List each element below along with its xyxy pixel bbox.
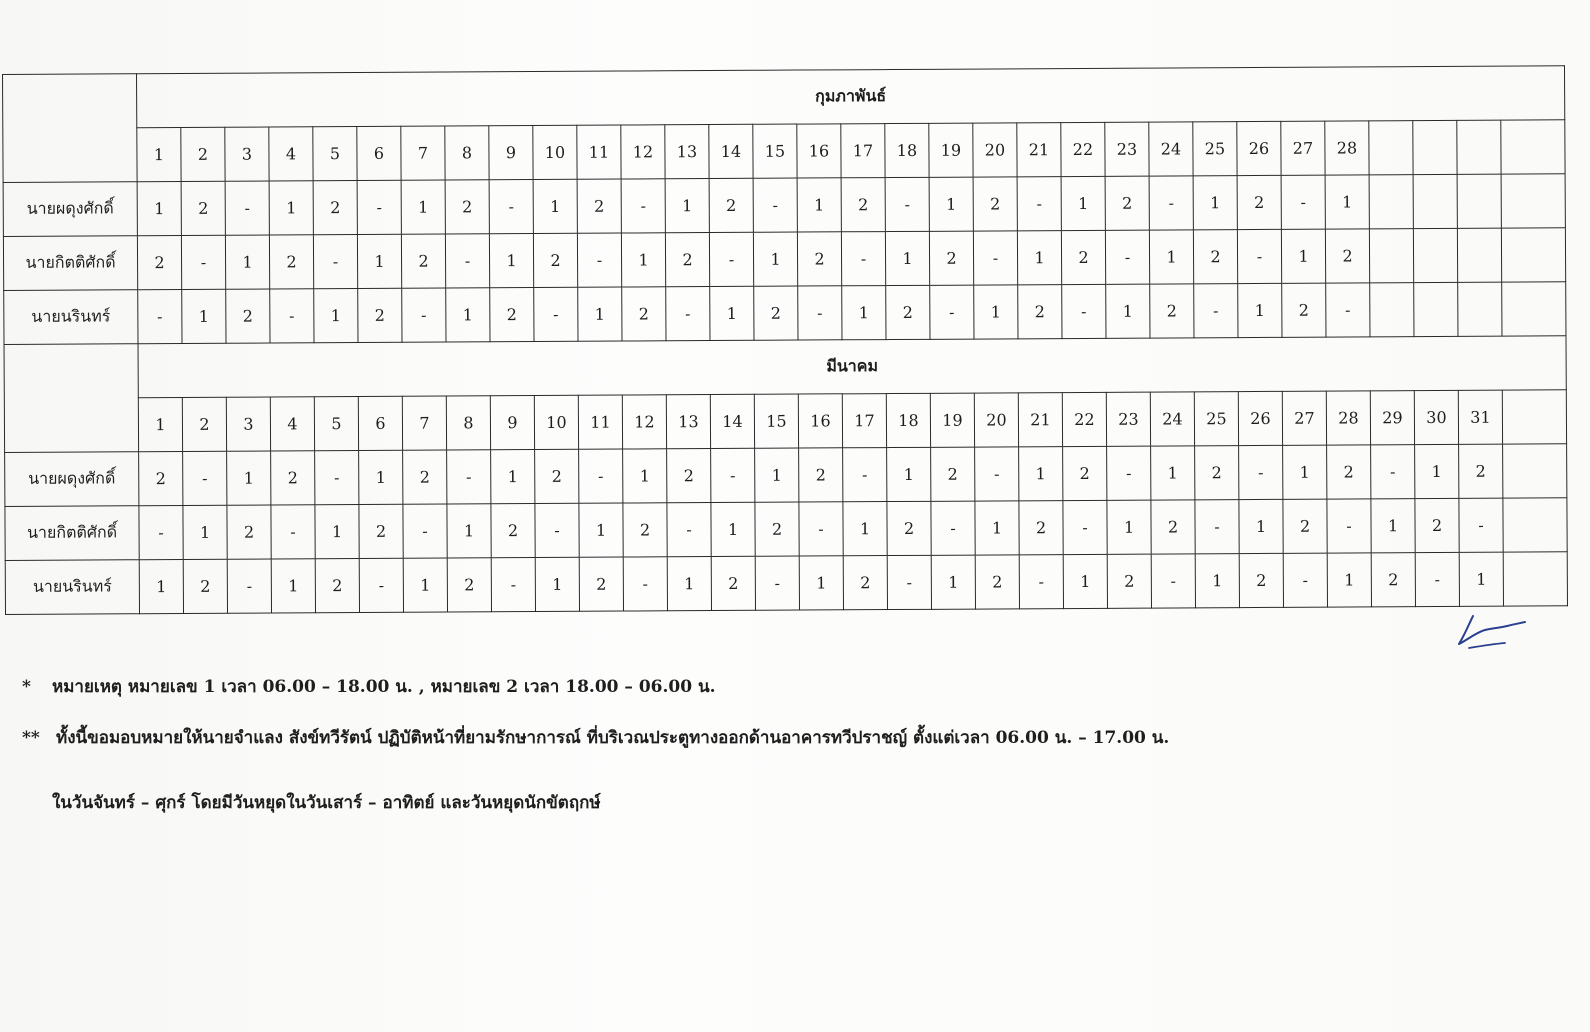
march-shift-cell: 2: [447, 558, 491, 612]
february-shift-cell: -: [225, 181, 269, 235]
march-day-2: 2: [182, 397, 226, 451]
march-shift-cell: 2: [887, 501, 931, 555]
shift-schedule-table: [2, 65, 1568, 615]
february-day-11: 11: [577, 125, 621, 179]
february-shift-cell: 1: [929, 177, 973, 231]
february-shift-cell: 2: [1061, 230, 1105, 284]
february-shift-cell: 2: [665, 233, 709, 287]
march-shift-cell: 1: [271, 559, 315, 613]
february-day-23: 23: [1105, 122, 1149, 176]
february-shift-cell: 2: [313, 181, 357, 235]
march-shift-cell: 1: [711, 502, 755, 556]
february-shift-cell: 1: [533, 179, 577, 233]
march-shift-cell: 2: [1415, 498, 1459, 552]
table-row: [4, 282, 1566, 345]
march-day-13: 13: [666, 395, 710, 449]
february-shift-cell: 1: [1106, 284, 1150, 338]
march-shift-cell: 2: [359, 504, 403, 558]
march-shift-cell: 2: [403, 450, 447, 504]
february-shift-cell: 2: [797, 232, 841, 286]
february-shift-cell: 2: [754, 286, 798, 340]
february-day-28: 28: [1325, 121, 1369, 175]
march-day-extra: [1502, 390, 1566, 444]
march-shift-cell: 1: [1283, 445, 1327, 499]
february-shift-cell: 2: [973, 177, 1017, 231]
february-shift-cell: 2: [709, 178, 753, 232]
march-shift-cell: -: [931, 501, 975, 555]
march-day-22: 22: [1062, 392, 1106, 446]
march-shift-cell: -: [359, 558, 403, 612]
march-shift-cell: 1: [1151, 446, 1195, 500]
february-day-31: [1457, 120, 1501, 174]
march-shift-cell: -: [1063, 500, 1107, 554]
march-shift-cell: 1: [843, 502, 887, 556]
february-shift-cell: 2: [886, 285, 930, 339]
february-shift-cell: -: [666, 287, 710, 341]
march-shift-cell: 1: [579, 503, 623, 557]
february-shift-cell: 1: [842, 286, 886, 340]
february-shift-cell: -: [930, 285, 974, 339]
march-shift-cell: 2: [227, 505, 271, 559]
february-shift-cell: 2: [622, 287, 666, 341]
february-shift-cell: -: [753, 178, 797, 232]
february-day-22: 22: [1061, 122, 1105, 176]
february-day-10: 10: [533, 125, 577, 179]
march-shift-cell: -: [183, 451, 227, 505]
march-shift-cell: 2: [931, 447, 975, 501]
march-shift-cell: 2: [491, 504, 535, 558]
march-day-25: 25: [1194, 392, 1238, 446]
february-person-name: นายผดุงศักดิ์: [3, 182, 137, 237]
february-day-17: 17: [841, 124, 885, 178]
february-shift-cell: 1: [665, 179, 709, 233]
february-day-26: 26: [1237, 121, 1281, 175]
note-asterisk: *: [22, 677, 31, 697]
february-shift-cell: -: [621, 179, 665, 233]
february-day-1: 1: [137, 128, 181, 182]
march-day-11: 11: [578, 395, 622, 449]
february-shift-cell: 1: [401, 180, 445, 234]
february-shift-cell: -: [1105, 230, 1149, 284]
february-shift-cell: 1: [974, 285, 1018, 339]
february-shift-extra: [1502, 282, 1566, 336]
march-day-4: 4: [270, 397, 314, 451]
february-day-5: 5: [313, 127, 357, 181]
february-shift-cell: 1: [314, 289, 358, 343]
march-shift-cell: -: [1019, 555, 1063, 609]
february-shift-cell: -: [313, 235, 357, 289]
march-shift-cell: 1: [623, 449, 667, 503]
note-assignment-text: ทั้งนี้ขอมอบหมายให้นายจำแลง สังข์ทวีรัตน์ ปฏิบัติหน้าที่ยามรักษาการณ์ ที่บริเวณประตูทางออกด้านอาคารทวีปราชญ์ ตั้งแต่เวลา 06.00 น. – 17.00 น.: [56, 728, 1170, 748]
february-shift-cell: [1413, 228, 1457, 282]
march-shift-cell: -: [1415, 552, 1459, 606]
march-shift-cell: -: [1371, 445, 1415, 499]
march-shift-cell: -: [887, 555, 931, 609]
march-shift-cell: -: [1107, 446, 1151, 500]
march-month-row: [4, 336, 1566, 399]
february-shift-cell: 2: [577, 179, 621, 233]
february-shift-cell: -: [973, 231, 1017, 285]
march-shift-cell: 2: [843, 556, 887, 610]
march-day-16: 16: [798, 394, 842, 448]
february-day-13: 13: [665, 125, 709, 179]
february-shift-cell: -: [1017, 177, 1061, 231]
march-shift-cell: -: [1151, 554, 1195, 608]
february-shift-cell: [1369, 175, 1413, 229]
march-shift-cell: -: [1239, 445, 1283, 499]
table-row: [5, 498, 1567, 561]
march-month-label: มีนาคม: [138, 336, 1566, 398]
february-shift-cell: [1369, 229, 1413, 283]
february-day-6: 6: [357, 126, 401, 180]
march-shift-cell: 2: [1107, 554, 1151, 608]
march-shift-cell: 1: [1107, 500, 1151, 554]
march-day-8: 8: [446, 396, 490, 450]
february-day-19: 19: [929, 123, 973, 177]
march-shift-cell: -: [975, 447, 1019, 501]
march-day-19: 19: [930, 393, 974, 447]
february-shift-cell: 1: [357, 234, 401, 288]
february-shift-cell: 1: [1017, 231, 1061, 285]
february-day-9: 9: [489, 126, 533, 180]
february-day-24: 24: [1149, 122, 1193, 176]
february-shift-cell: 2: [1018, 285, 1062, 339]
february-shift-cell: -: [885, 177, 929, 231]
february-shift-cell: -: [1062, 284, 1106, 338]
table-row: [3, 174, 1565, 237]
february-day-20: 20: [973, 123, 1017, 177]
march-shift-cell: -: [535, 503, 579, 557]
march-shift-cell: 1: [975, 501, 1019, 555]
march-day-7: 7: [402, 396, 446, 450]
march-shift-cell: 1: [183, 505, 227, 559]
note-assignment: [22, 724, 1169, 751]
february-shift-cell: 1: [269, 181, 313, 235]
february-shift-cell: [1413, 174, 1457, 228]
february-shift-cell: -: [709, 232, 753, 286]
march-day-26: 26: [1238, 391, 1282, 445]
february-shift-cell: -: [798, 286, 842, 340]
february-shift-cell: -: [270, 289, 314, 343]
march-day-14: 14: [710, 394, 754, 448]
march-shift-cell: -: [491, 558, 535, 612]
march-day-27: 27: [1282, 391, 1326, 445]
february-shift-cell: 1: [1238, 283, 1282, 337]
march-shift-extra: [1503, 444, 1567, 498]
february-shift-cell: 1: [225, 235, 269, 289]
march-day-29: 29: [1370, 391, 1414, 445]
march-shift-cell: -: [1195, 500, 1239, 554]
march-shift-cell: -: [315, 451, 359, 505]
february-shift-cell: -: [357, 180, 401, 234]
march-shift-cell: -: [1327, 499, 1371, 553]
march-shift-extra: [1503, 498, 1567, 552]
february-shift-cell: 1: [137, 182, 181, 236]
march-shift-cell: 1: [227, 451, 271, 505]
march-shift-cell: 2: [799, 448, 843, 502]
february-day-29: [1369, 121, 1413, 175]
march-shift-cell: 2: [975, 555, 1019, 609]
march-day-18: 18: [886, 393, 930, 447]
note-shift-times-text: หมายเหตุ หมายเลข 1 เวลา 06.00 – 18.00 น. , หมายเลข 2 เวลา 18.00 – 06.00 น.: [52, 677, 716, 697]
march-day-21: 21: [1018, 393, 1062, 447]
february-shift-cell: [1370, 283, 1414, 337]
note-shift-times: [22, 673, 716, 700]
march-shift-cell: 2: [1283, 499, 1327, 553]
march-shift-cell: -: [227, 559, 271, 613]
february-shift-cell: 2: [1105, 176, 1149, 230]
march-shift-cell: 1: [1327, 553, 1371, 607]
february-month-label: กุมภาพันธ์: [137, 66, 1565, 128]
february-day-18: 18: [885, 123, 929, 177]
march-shift-cell: -: [447, 450, 491, 504]
march-shift-cell: 2: [1151, 500, 1195, 554]
march-day-row: [4, 390, 1566, 453]
table-row: [3, 228, 1565, 291]
february-shift-cell: 1: [446, 288, 490, 342]
march-shift-cell: -: [667, 503, 711, 557]
february-shift-cell: 2: [226, 289, 270, 343]
table-row: [5, 552, 1567, 615]
february-shift-cell: 2: [490, 288, 534, 342]
schedule-body: [3, 66, 1568, 615]
february-shift-cell: 2: [1193, 230, 1237, 284]
march-shift-cell: 1: [447, 504, 491, 558]
march-shift-cell: 1: [1415, 444, 1459, 498]
march-shift-cell: -: [403, 504, 447, 558]
february-shift-cell: 2: [358, 288, 402, 342]
march-day-20: 20: [974, 393, 1018, 447]
february-month-row: [3, 66, 1565, 129]
march-shift-cell: 1: [1195, 554, 1239, 608]
march-shift-extra: [1503, 552, 1567, 606]
march-shift-cell: 1: [667, 557, 711, 611]
february-day-25: 25: [1193, 122, 1237, 176]
march-shift-cell: 1: [359, 450, 403, 504]
february-day-3: 3: [225, 127, 269, 181]
march-shift-cell: 1: [755, 448, 799, 502]
march-shift-cell: -: [623, 557, 667, 611]
february-shift-cell: 1: [1193, 176, 1237, 230]
february-shift-cell: -: [1194, 284, 1238, 338]
february-person-name: นายกิตติศักดิ์: [3, 236, 137, 291]
march-day-12: 12: [622, 395, 666, 449]
february-shift-cell: 2: [1282, 283, 1326, 337]
march-shift-cell: 1: [315, 505, 359, 559]
march-shift-cell: 2: [139, 451, 183, 505]
february-person-name: นายนรินทร์: [4, 290, 138, 345]
march-shift-cell: 2: [1063, 446, 1107, 500]
march-shift-cell: 1: [535, 557, 579, 611]
february-shift-cell: -: [181, 235, 225, 289]
march-shift-cell: -: [1459, 498, 1503, 552]
march-shift-cell: 2: [1195, 446, 1239, 500]
february-day-4: 4: [269, 127, 313, 181]
february-day-15: 15: [753, 124, 797, 178]
march-shift-cell: 2: [711, 556, 755, 610]
march-person-name: นายผดุงศักดิ์: [5, 452, 139, 507]
february-shift-cell: -: [445, 234, 489, 288]
february-shift-cell: 1: [797, 178, 841, 232]
february-shift-cell: 1: [710, 286, 754, 340]
february-shift-extra: [1501, 228, 1565, 282]
march-shift-cell: 1: [799, 556, 843, 610]
march-shift-cell: 2: [183, 559, 227, 613]
february-shift-cell: 2: [1325, 229, 1369, 283]
march-shift-cell: 1: [1459, 552, 1503, 606]
february-shift-cell: 2: [841, 178, 885, 232]
table-row: [5, 444, 1567, 507]
march-day-17: 17: [842, 394, 886, 448]
march-shift-cell: 1: [491, 450, 535, 504]
february-shift-cell: 1: [1281, 229, 1325, 283]
march-shift-cell: 1: [403, 558, 447, 612]
march-day-10: 10: [534, 395, 578, 449]
february-shift-cell: 2: [533, 233, 577, 287]
february-day-extra: [1501, 120, 1565, 174]
march-shift-cell: 1: [887, 447, 931, 501]
february-shift-cell: 2: [1237, 175, 1281, 229]
march-shift-cell: 2: [623, 503, 667, 557]
march-shift-cell: 1: [931, 555, 975, 609]
march-day-23: 23: [1106, 392, 1150, 446]
march-shift-cell: 2: [1239, 553, 1283, 607]
march-corner-cell: [4, 344, 139, 453]
march-shift-cell: -: [799, 502, 843, 556]
march-shift-cell: -: [271, 505, 315, 559]
february-day-21: 21: [1017, 123, 1061, 177]
march-shift-cell: 1: [1019, 447, 1063, 501]
note-double-asterisk: **: [22, 728, 40, 748]
march-shift-cell: -: [843, 448, 887, 502]
february-shift-extra: [1501, 174, 1565, 228]
march-shift-cell: -: [755, 556, 799, 610]
march-shift-cell: 1: [139, 559, 183, 613]
february-shift-cell: -: [841, 232, 885, 286]
february-shift-cell: 1: [1149, 230, 1193, 284]
march-shift-cell: -: [1283, 553, 1327, 607]
march-day-1: 1: [138, 397, 182, 451]
march-day-5: 5: [314, 397, 358, 451]
february-shift-cell: [1457, 228, 1501, 282]
february-shift-cell: 2: [1150, 284, 1194, 338]
march-shift-cell: 2: [579, 557, 623, 611]
february-shift-cell: -: [534, 287, 578, 341]
february-day-7: 7: [401, 126, 445, 180]
february-shift-cell: 1: [182, 289, 226, 343]
february-day-8: 8: [445, 126, 489, 180]
march-shift-cell: -: [711, 448, 755, 502]
march-day-24: 24: [1150, 392, 1194, 446]
march-shift-cell: 2: [667, 449, 711, 503]
february-shift-cell: -: [1326, 283, 1370, 337]
february-shift-cell: [1458, 282, 1502, 336]
february-day-27: 27: [1281, 121, 1325, 175]
february-day-16: 16: [797, 124, 841, 178]
february-shift-cell: 1: [578, 287, 622, 341]
march-day-30: 30: [1414, 390, 1458, 444]
march-shift-cell: -: [139, 505, 183, 559]
february-day-row: [3, 120, 1565, 183]
march-shift-cell: 1: [1063, 554, 1107, 608]
march-shift-cell: 2: [1371, 553, 1415, 607]
march-day-15: 15: [754, 394, 798, 448]
february-corner-cell: [3, 74, 138, 183]
february-shift-cell: 1: [1061, 176, 1105, 230]
march-shift-cell: 2: [1327, 445, 1371, 499]
february-shift-cell: 2: [929, 231, 973, 285]
february-shift-cell: -: [138, 289, 182, 343]
february-shift-cell: 1: [753, 232, 797, 286]
march-shift-cell: 2: [1019, 501, 1063, 555]
march-shift-cell: 2: [271, 451, 315, 505]
february-shift-cell: 1: [621, 233, 665, 287]
february-shift-cell: 2: [401, 234, 445, 288]
february-shift-cell: 2: [181, 181, 225, 235]
march-shift-cell: 2: [535, 449, 579, 503]
march-shift-cell: 2: [1459, 444, 1503, 498]
march-shift-cell: 1: [1239, 499, 1283, 553]
february-shift-cell: 2: [137, 236, 181, 290]
march-shift-cell: -: [579, 449, 623, 503]
february-shift-cell: [1414, 282, 1458, 336]
february-shift-cell: -: [1237, 229, 1281, 283]
march-shift-cell: 1: [1371, 499, 1415, 553]
march-day-31: 31: [1458, 390, 1502, 444]
february-day-12: 12: [621, 125, 665, 179]
note-assignment-days: [52, 789, 601, 816]
february-day-2: 2: [181, 127, 225, 181]
february-shift-cell: 1: [1325, 175, 1369, 229]
february-shift-cell: 1: [489, 234, 533, 288]
march-day-28: 28: [1326, 391, 1370, 445]
march-person-name: นายกิตติศักดิ์: [5, 506, 139, 561]
february-shift-cell: 1: [885, 231, 929, 285]
february-day-30: [1413, 120, 1457, 174]
signature-mark: [1455, 610, 1530, 655]
february-shift-cell: -: [577, 233, 621, 287]
february-shift-cell: -: [1281, 175, 1325, 229]
note-assignment-days-text: ในวันจันทร์ – ศุกร์ โดยมีวันหยุดในวันเสาร์ – อาทิตย์ และวันหยุดนักขัตฤกษ์: [52, 793, 601, 813]
march-day-3: 3: [226, 397, 270, 451]
february-shift-cell: [1457, 174, 1501, 228]
march-shift-cell: 2: [315, 559, 359, 613]
march-day-9: 9: [490, 396, 534, 450]
february-shift-cell: 2: [269, 235, 313, 289]
march-shift-cell: 2: [755, 502, 799, 556]
february-shift-cell: -: [402, 288, 446, 342]
february-shift-cell: -: [489, 180, 533, 234]
march-person-name: นายนรินทร์: [5, 560, 139, 615]
march-day-6: 6: [358, 396, 402, 450]
february-day-14: 14: [709, 124, 753, 178]
february-shift-cell: 2: [445, 180, 489, 234]
february-shift-cell: -: [1149, 176, 1193, 230]
